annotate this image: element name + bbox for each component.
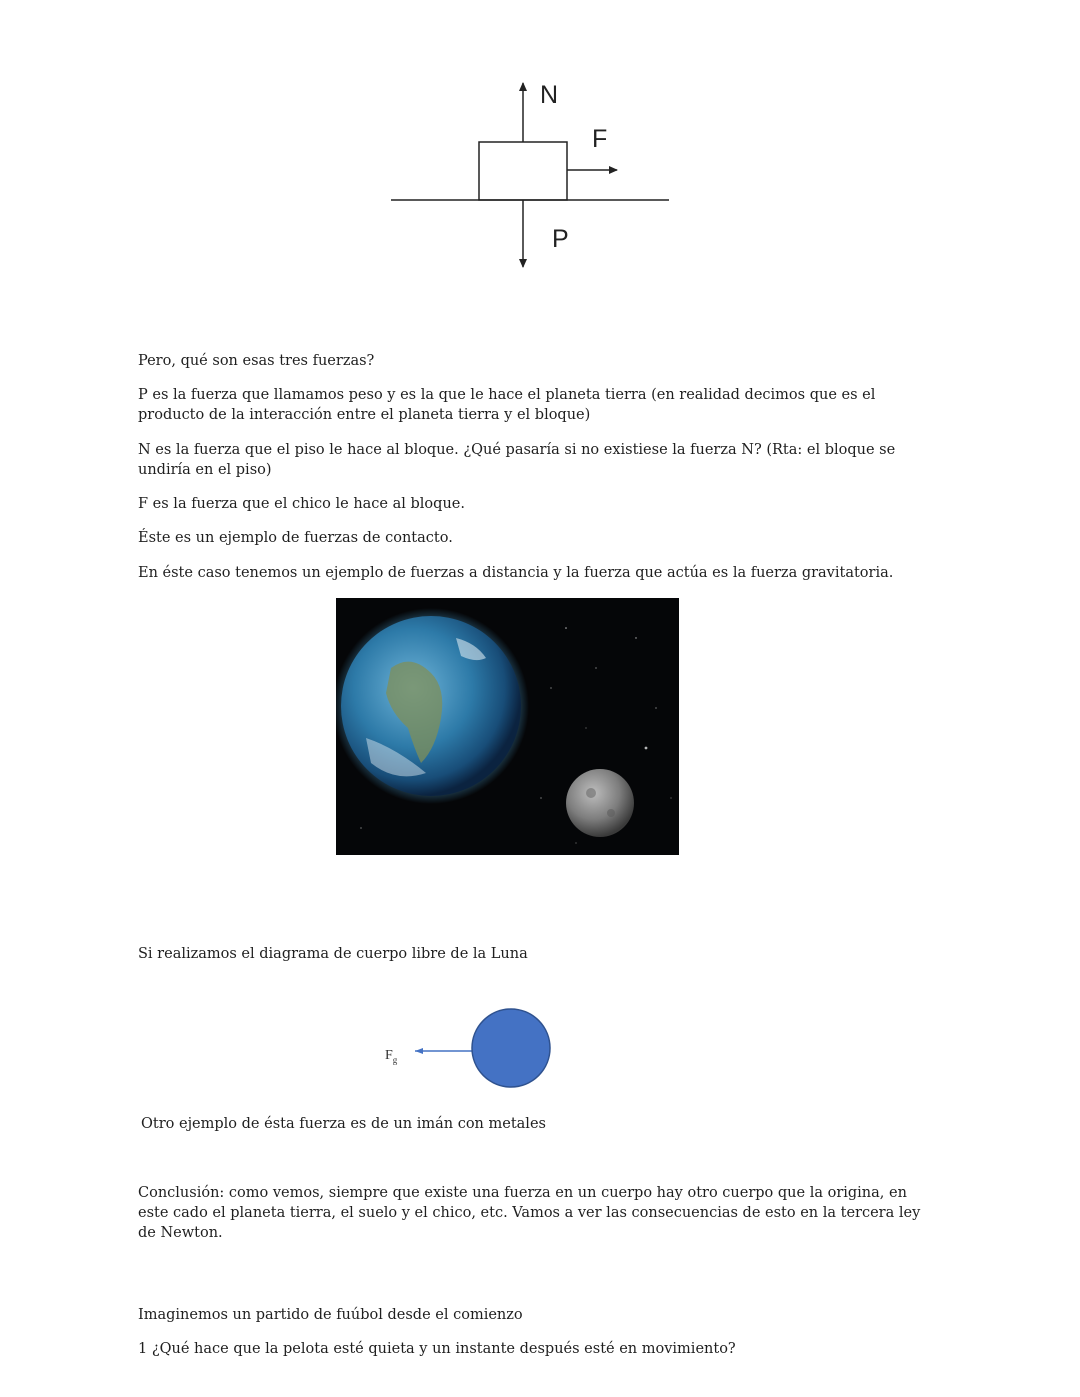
label-p: P	[552, 225, 569, 253]
paragraph-applied-definition: F es la fuerza que el chico le hace al bloque.	[138, 496, 465, 512]
label-n: N	[540, 81, 559, 109]
paragraph-football: Imaginemos un partido de fuúbol desde el comienzo	[138, 1307, 523, 1323]
paragraph-distance-forces: En éste caso tenemos un ejemplo de fuerzas a distancia y la fuerza que actúa es la fuerza gravitatoria.	[138, 565, 894, 581]
gravity-force-label: $F_g$	[385, 1048, 398, 1065]
label-f: F	[592, 125, 608, 153]
moon	[566, 769, 634, 837]
moon-force-diagram	[370, 1000, 560, 1095]
block-force-diagram	[385, 75, 675, 275]
paragraph-normal-definition: N es la fuerza que el piso le hace al bloque. ¿Qué pasaría si no existiese la fuerza N? (Rta: el bloque se undiría en el piso)	[138, 442, 896, 478]
paragraph-question-1: 1 ¿Qué hace que la pelota esté quieta y un instante después esté en movimiento?	[138, 1341, 736, 1357]
paragraph-contact-forces: Éste es un ejemplo de fuerzas de contacto.	[138, 530, 453, 546]
paragraph-moon-diagram: Si realizamos el diagrama de cuerpo libre de la Luna	[138, 946, 528, 962]
paragraph-conclusion: Conclusión: como vemos, siempre que existe una fuerza en un cuerpo hay otro cuerpo que la origina, en este cado el planeta tierra, el suelo y el chico, etc. Vamos a ver las consecuencias de esto en la tercera ley de Newton.	[138, 1185, 921, 1241]
paragraph-question: Pero, qué son esas tres fuerzas?	[138, 353, 375, 369]
block	[479, 142, 567, 200]
paragraph-weight-definition: P es la fuerza que llamamos peso y es la que le hace el planeta tierra (en realidad decimos que es el producto de la interacción entre el planeta tierra y el bloque)	[138, 387, 876, 423]
moon-body	[472, 1009, 550, 1087]
paragraph-magnet: Otro ejemplo de ésta fuerza es de un imán con metales	[141, 1116, 546, 1132]
earth-moon-image	[336, 598, 679, 855]
